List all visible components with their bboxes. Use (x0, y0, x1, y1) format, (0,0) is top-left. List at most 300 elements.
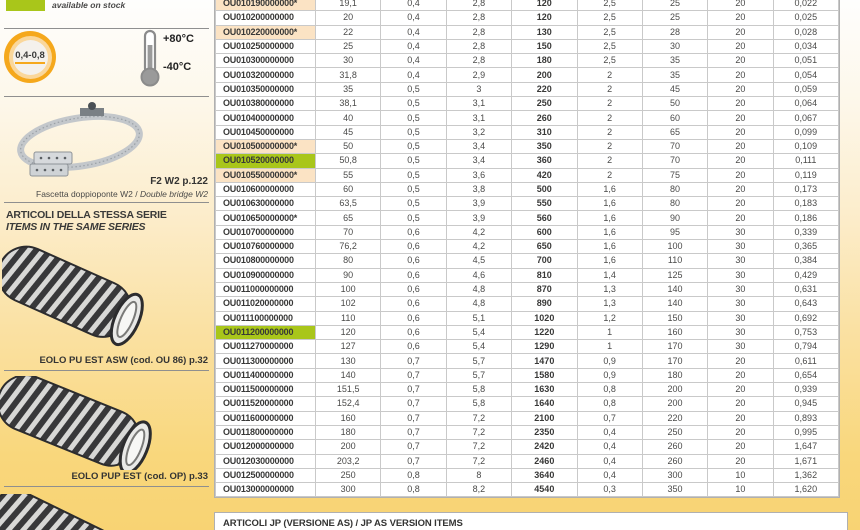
divider (4, 28, 209, 29)
spec-value-cell: 2 (577, 68, 642, 82)
spec-value-cell: 0,384 (773, 254, 838, 268)
size-range-label: 0,4-0,8 (15, 50, 45, 64)
spec-value-cell: 180 (512, 54, 577, 68)
hose-image-1 (2, 243, 152, 347)
spec-value-cell: 20 (708, 97, 773, 111)
spec-value-cell: 0,5 (381, 125, 446, 139)
spec-value-cell: 40 (316, 111, 381, 125)
table-row (216, 54, 839, 68)
spec-value-cell: 7,2 (446, 440, 511, 454)
spec-value-cell: 0,4 (577, 425, 642, 439)
spec-value-cell: 151,5 (316, 383, 381, 397)
spec-value-cell: 38,1 (316, 97, 381, 111)
spec-value-cell: 20 (708, 11, 773, 25)
spec-table-container (214, 0, 840, 498)
spec-value-cell: 0,7 (577, 411, 642, 425)
spec-value-cell: 0,893 (773, 411, 838, 425)
spec-value-cell: 0,022 (773, 0, 838, 11)
spec-value-cell: 20 (708, 354, 773, 368)
product-code-cell: OU011300000000 (216, 354, 316, 368)
spec-value-cell: 20 (316, 11, 381, 25)
spec-value-cell: 70 (316, 225, 381, 239)
spec-value-cell: 890 (512, 297, 577, 311)
spec-value-cell: 20 (708, 397, 773, 411)
table-row (216, 211, 839, 225)
spec-value-cell: 0,339 (773, 225, 838, 239)
spec-value-cell: 127 (316, 340, 381, 354)
product-code-cell: OU011520000000 (216, 397, 316, 411)
table-row (216, 340, 839, 354)
table-row (216, 240, 839, 254)
spec-value-cell: 95 (642, 225, 707, 239)
jp-version-section-label: ARTICOLI JP (VERSIONE AS) / JP AS VERSION ITEMS (223, 518, 463, 529)
spec-value-cell: 1,6 (577, 211, 642, 225)
spec-value-cell: 203,2 (316, 454, 381, 468)
product-code-cell: OU010700000000 (216, 225, 316, 239)
product-code-cell: OU013000000000 (216, 483, 316, 497)
spec-value-cell: 100 (316, 282, 381, 296)
spec-value-cell: 80 (642, 182, 707, 196)
spec-value-cell: 3,9 (446, 197, 511, 211)
product-code-cell: OU010900000000 (216, 268, 316, 282)
spec-value-cell: 1,3 (577, 282, 642, 296)
spec-value-cell: 10 (708, 468, 773, 482)
product-code-cell: OU010350000000 (216, 82, 316, 96)
spec-value-cell: 0,6 (381, 297, 446, 311)
spec-value-cell: 25 (642, 0, 707, 11)
spec-value-cell: 1640 (512, 397, 577, 411)
spec-value-cell: 0,643 (773, 297, 838, 311)
spec-value-cell: 0,5 (381, 111, 446, 125)
spec-value-cell: 2460 (512, 454, 577, 468)
spec-value-cell: 0,034 (773, 39, 838, 53)
product-code-cell: OU010250000000 (216, 39, 316, 53)
spec-value-cell: 0,995 (773, 425, 838, 439)
product-code-cell: OU012500000000 (216, 468, 316, 482)
spec-value-cell: 310 (512, 125, 577, 139)
table-row (216, 154, 839, 168)
spec-value-cell: 870 (512, 282, 577, 296)
spec-value-cell: 20 (708, 454, 773, 468)
table-row (216, 68, 839, 82)
spec-value-cell: 63,5 (316, 197, 381, 211)
spec-value-cell: 4,2 (446, 225, 511, 239)
spec-value-cell: 125 (642, 268, 707, 282)
table-row (216, 454, 839, 468)
table-row (216, 268, 839, 282)
spec-value-cell: 20 (708, 82, 773, 96)
spec-value-cell: 2,8 (446, 11, 511, 25)
spec-value-cell: 65 (642, 125, 707, 139)
product-code-cell: OU011600000000 (216, 411, 316, 425)
table-row (216, 111, 839, 125)
table-row (216, 254, 839, 268)
spec-value-cell: 1,620 (773, 483, 838, 497)
spec-value-cell: 2 (577, 125, 642, 139)
table-row (216, 440, 839, 454)
spec-value-cell: 2 (577, 139, 642, 153)
size-range-badge-ring (9, 36, 52, 79)
spec-value-cell: 4,5 (446, 254, 511, 268)
temperature-min-label: -40°C (163, 61, 192, 73)
table-row (216, 168, 839, 182)
spec-value-cell: 200 (316, 440, 381, 454)
spec-value-cell: 0,4 (381, 0, 446, 11)
spec-value-cell: 20 (708, 383, 773, 397)
spec-value-cell: 0,7 (381, 368, 446, 382)
spec-value-cell: 0,692 (773, 311, 838, 325)
table-row (216, 311, 839, 325)
spec-value-cell: 30 (708, 254, 773, 268)
spec-value-cell: 0,9 (577, 368, 642, 382)
spec-value-cell: 170 (642, 354, 707, 368)
stock-color-swatch (6, 0, 45, 11)
spec-value-cell: 30 (642, 39, 707, 53)
spec-table-body (216, 0, 839, 497)
spec-value-cell: 30 (708, 282, 773, 296)
spec-value-cell: 45 (642, 82, 707, 96)
table-row (216, 411, 839, 425)
spec-value-cell: 550 (512, 197, 577, 211)
table-row (216, 11, 839, 25)
spec-value-cell: 31,8 (316, 68, 381, 82)
spec-value-cell: 110 (316, 311, 381, 325)
spec-value-cell: 0,5 (381, 211, 446, 225)
spec-value-cell: 1220 (512, 325, 577, 339)
product-code-cell: OU010320000000 (216, 68, 316, 82)
spec-value-cell: 0,051 (773, 54, 838, 68)
spec-value-cell: 0,064 (773, 97, 838, 111)
product-code-cell: OU011400000000 (216, 368, 316, 382)
spec-value-cell: 500 (512, 182, 577, 196)
spec-value-cell: 250 (512, 97, 577, 111)
spec-value-cell: 20 (708, 368, 773, 382)
product-code-cell: OU010450000000 (216, 125, 316, 139)
series-product-1-caption: EOLO PU EST ASW (cod. OU 86) p.32 (39, 355, 208, 366)
product-code-cell: OU010760000000 (216, 240, 316, 254)
spec-value-cell: 120 (512, 0, 577, 11)
clamp-caption (0, 189, 208, 199)
spec-value-cell: 2,8 (446, 54, 511, 68)
spec-value-cell: 0,054 (773, 68, 838, 82)
spec-value-cell: 25 (642, 11, 707, 25)
product-code-cell: OU010630000000 (216, 197, 316, 211)
spec-value-cell: 0,111 (773, 154, 838, 168)
spec-value-cell: 35 (316, 82, 381, 96)
spec-value-cell: 0,365 (773, 240, 838, 254)
spec-value-cell: 0,794 (773, 340, 838, 354)
product-code-cell: OU010800000000 (216, 254, 316, 268)
spec-value-cell: 0,5 (381, 139, 446, 153)
spec-value-cell: 0,109 (773, 139, 838, 153)
spec-value-cell: 0,4 (381, 68, 446, 82)
series-title-it: ARTICOLI DELLA STESSA SERIE (6, 209, 167, 221)
series-product-2-caption: EOLO PUP EST (cod. OP) p.33 (71, 471, 208, 482)
table-row (216, 82, 839, 96)
divider (4, 96, 209, 97)
product-code-cell: OU012000000000 (216, 440, 316, 454)
spec-value-cell: 180 (316, 425, 381, 439)
spec-value-cell: 350 (642, 483, 707, 497)
table-row (216, 139, 839, 153)
spec-value-cell: 60 (642, 111, 707, 125)
spec-value-cell: 0,099 (773, 125, 838, 139)
spec-value-cell: 60 (316, 182, 381, 196)
spec-value-cell: 650 (512, 240, 577, 254)
spec-value-cell: 810 (512, 268, 577, 282)
spec-value-cell: 0,4 (577, 468, 642, 482)
spec-value-cell: 1 (577, 325, 642, 339)
product-code-cell: OU010520000000 (216, 154, 316, 168)
spec-value-cell: 3 (446, 82, 511, 96)
spec-value-cell: 10 (708, 483, 773, 497)
spec-value-cell: 1,671 (773, 454, 838, 468)
spec-value-cell: 20 (708, 182, 773, 196)
spec-value-cell: 0,6 (381, 340, 446, 354)
spec-value-cell: 2,5 (577, 11, 642, 25)
spec-value-cell: 152,4 (316, 397, 381, 411)
spec-value-cell: 5,4 (446, 340, 511, 354)
spec-value-cell: 350 (512, 139, 577, 153)
product-code-cell: OU010200000000 (216, 11, 316, 25)
spec-value-cell: 1,6 (577, 182, 642, 196)
spec-value-cell: 0,4 (577, 454, 642, 468)
spec-value-cell: 0,5 (381, 197, 446, 211)
spec-value-cell: 30 (708, 340, 773, 354)
spec-value-cell: 20 (708, 411, 773, 425)
table-row (216, 383, 839, 397)
spec-value-cell: 5,8 (446, 397, 511, 411)
spec-value-cell: 140 (642, 297, 707, 311)
spec-value-cell: 2 (577, 82, 642, 96)
spec-value-cell: 0,7 (381, 383, 446, 397)
spec-value-cell: 1,4 (577, 268, 642, 282)
table-row (216, 0, 839, 11)
spec-value-cell: 120 (512, 11, 577, 25)
spec-value-cell: 20 (708, 39, 773, 53)
spec-value-cell: 1630 (512, 383, 577, 397)
spec-value-cell: 3,6 (446, 168, 511, 182)
jp-version-section-bar (214, 512, 848, 530)
spec-value-cell: 700 (512, 254, 577, 268)
table-row (216, 297, 839, 311)
product-code-cell: OU011020000000 (216, 297, 316, 311)
spec-value-cell: 4,8 (446, 297, 511, 311)
spec-value-cell: 0,3 (577, 483, 642, 497)
spec-value-cell: 0,7 (381, 397, 446, 411)
spec-value-cell: 2 (577, 168, 642, 182)
spec-value-cell: 0,5 (381, 168, 446, 182)
product-code-cell: OU010400000000 (216, 111, 316, 125)
series-title-en: ITEMS IN THE SAME SERIES (6, 221, 146, 233)
spec-value-cell: 20 (708, 440, 773, 454)
spec-value-cell: 45 (316, 125, 381, 139)
spec-value-cell: 170 (642, 340, 707, 354)
spec-value-cell: 0,186 (773, 211, 838, 225)
spec-value-cell: 3,2 (446, 125, 511, 139)
spec-value-cell: 1,3 (577, 297, 642, 311)
spec-value-cell: 28 (642, 25, 707, 39)
spec-value-cell: 30 (708, 297, 773, 311)
spec-value-cell: 2,5 (577, 54, 642, 68)
spec-value-cell: 30 (708, 240, 773, 254)
product-code-cell: OU011270000000 (216, 340, 316, 354)
spec-value-cell: 0,4 (381, 11, 446, 25)
table-row (216, 325, 839, 339)
table-row (216, 468, 839, 482)
clamp-image (8, 100, 158, 180)
table-row (216, 354, 839, 368)
spec-value-cell: 20 (708, 154, 773, 168)
spec-value-cell: 0,5 (381, 82, 446, 96)
product-code-cell: OU010500000000* (216, 139, 316, 153)
spec-value-cell: 7,2 (446, 454, 511, 468)
size-range-badge-center (13, 40, 48, 75)
thermometer-icon (137, 29, 163, 87)
spec-value-cell: 260 (642, 454, 707, 468)
spec-value-cell: 2100 (512, 411, 577, 425)
spec-value-cell: 300 (316, 483, 381, 497)
table-row (216, 397, 839, 411)
spec-value-cell: 220 (642, 411, 707, 425)
spec-value-cell: 0,6 (381, 225, 446, 239)
stock-legend-label: available on stock (52, 0, 126, 10)
product-code-cell: OU012030000000 (216, 454, 316, 468)
spec-value-cell: 0,6 (381, 282, 446, 296)
spec-value-cell: 3,4 (446, 139, 511, 153)
spec-value-cell: 0,4 (381, 39, 446, 53)
spec-value-cell: 2 (577, 97, 642, 111)
spec-value-cell: 0,8 (577, 397, 642, 411)
spec-value-cell: 150 (512, 39, 577, 53)
spec-value-cell: 8,2 (446, 483, 511, 497)
spec-value-cell: 20 (708, 0, 773, 11)
spec-value-cell: 360 (512, 154, 577, 168)
spec-value-cell: 200 (512, 68, 577, 82)
temperature-max-label: +80°C (163, 33, 195, 45)
spec-value-cell: 0,7 (381, 425, 446, 439)
spec-value-cell: 0,4 (577, 440, 642, 454)
spec-value-cell: 3,8 (446, 182, 511, 196)
spec-value-cell: 130 (512, 25, 577, 39)
spec-value-cell: 0,6 (381, 325, 446, 339)
size-range-badge (4, 31, 56, 83)
spec-value-cell: 4,6 (446, 268, 511, 282)
spec-value-cell: 20 (708, 168, 773, 182)
spec-value-cell: 0,119 (773, 168, 838, 182)
spec-value-cell: 0,059 (773, 82, 838, 96)
spec-value-cell: 4,8 (446, 282, 511, 296)
table-row (216, 282, 839, 296)
spec-value-cell: 3,9 (446, 211, 511, 225)
spec-value-cell: 4,2 (446, 240, 511, 254)
spec-value-cell: 100 (642, 240, 707, 254)
spec-value-cell: 5,7 (446, 368, 511, 382)
spec-value-cell: 20 (708, 125, 773, 139)
spec-value-cell: 30 (316, 54, 381, 68)
product-code-cell: OU011500000000 (216, 383, 316, 397)
table-row (216, 182, 839, 196)
spec-value-cell: 20 (708, 54, 773, 68)
spec-value-cell: 1,2 (577, 311, 642, 325)
product-code-cell: OU010380000000 (216, 97, 316, 111)
spec-value-cell: 0,631 (773, 282, 838, 296)
spec-value-cell: 19,1 (316, 0, 381, 11)
spec-value-cell: 3,1 (446, 111, 511, 125)
spec-value-cell: 150 (642, 311, 707, 325)
spec-value-cell: 2 (577, 154, 642, 168)
spec-value-cell: 80 (642, 197, 707, 211)
spec-value-cell: 160 (316, 411, 381, 425)
product-code-cell: OU011200000000 (216, 325, 316, 339)
spec-value-cell: 3640 (512, 468, 577, 482)
spec-value-cell: 20 (708, 211, 773, 225)
product-code-cell: OU011000000000 (216, 282, 316, 296)
spec-value-cell: 220 (512, 82, 577, 96)
spec-value-cell: 50 (316, 139, 381, 153)
spec-value-cell: 130 (316, 354, 381, 368)
spec-value-cell: 76,2 (316, 240, 381, 254)
spec-value-cell: 5,1 (446, 311, 511, 325)
spec-value-cell: 0,429 (773, 268, 838, 282)
hose-image-3 (0, 494, 134, 530)
spec-value-cell: 20 (708, 25, 773, 39)
spec-value-cell: 0,173 (773, 182, 838, 196)
spec-value-cell: 30 (708, 268, 773, 282)
table-row (216, 39, 839, 53)
spec-value-cell: 90 (642, 211, 707, 225)
table-row (216, 425, 839, 439)
spec-value-cell: 0,067 (773, 111, 838, 125)
clamp-caption-it: Fascetta doppioponte W2 / (36, 189, 140, 199)
spec-value-cell: 75 (642, 168, 707, 182)
spec-value-cell: 30 (708, 325, 773, 339)
spec-value-cell: 20 (708, 68, 773, 82)
table-row (216, 225, 839, 239)
spec-value-cell: 20 (708, 111, 773, 125)
hose-image-2 (0, 376, 160, 470)
spec-value-cell: 560 (512, 211, 577, 225)
spec-value-cell: 0,611 (773, 354, 838, 368)
table-row (216, 97, 839, 111)
spec-value-cell: 65 (316, 211, 381, 225)
product-code-cell: OU011100000000 (216, 311, 316, 325)
spec-value-cell: 1,6 (577, 197, 642, 211)
spec-value-cell: 8 (446, 468, 511, 482)
spec-value-cell: 0,028 (773, 25, 838, 39)
spec-value-cell: 5,4 (446, 325, 511, 339)
spec-value-cell: 0,9 (577, 354, 642, 368)
spec-value-cell: 1,6 (577, 240, 642, 254)
spec-value-cell: 70 (642, 139, 707, 153)
spec-value-cell: 20 (708, 139, 773, 153)
spec-value-cell: 0,939 (773, 383, 838, 397)
spec-value-cell: 25 (316, 39, 381, 53)
spec-value-cell: 0,945 (773, 397, 838, 411)
spec-value-cell: 200 (642, 383, 707, 397)
spec-value-cell: 0,5 (381, 154, 446, 168)
spec-value-cell: 22 (316, 25, 381, 39)
spec-value-cell: 1,6 (577, 225, 642, 239)
spec-value-cell: 20 (708, 197, 773, 211)
spec-value-cell: 0,7 (381, 354, 446, 368)
spec-value-cell: 0,4 (381, 54, 446, 68)
spec-value-cell: 2350 (512, 425, 577, 439)
spec-value-cell: 0,183 (773, 197, 838, 211)
spec-value-cell: 0,5 (381, 182, 446, 196)
spec-value-cell: 0,654 (773, 368, 838, 382)
spec-value-cell: 140 (642, 282, 707, 296)
